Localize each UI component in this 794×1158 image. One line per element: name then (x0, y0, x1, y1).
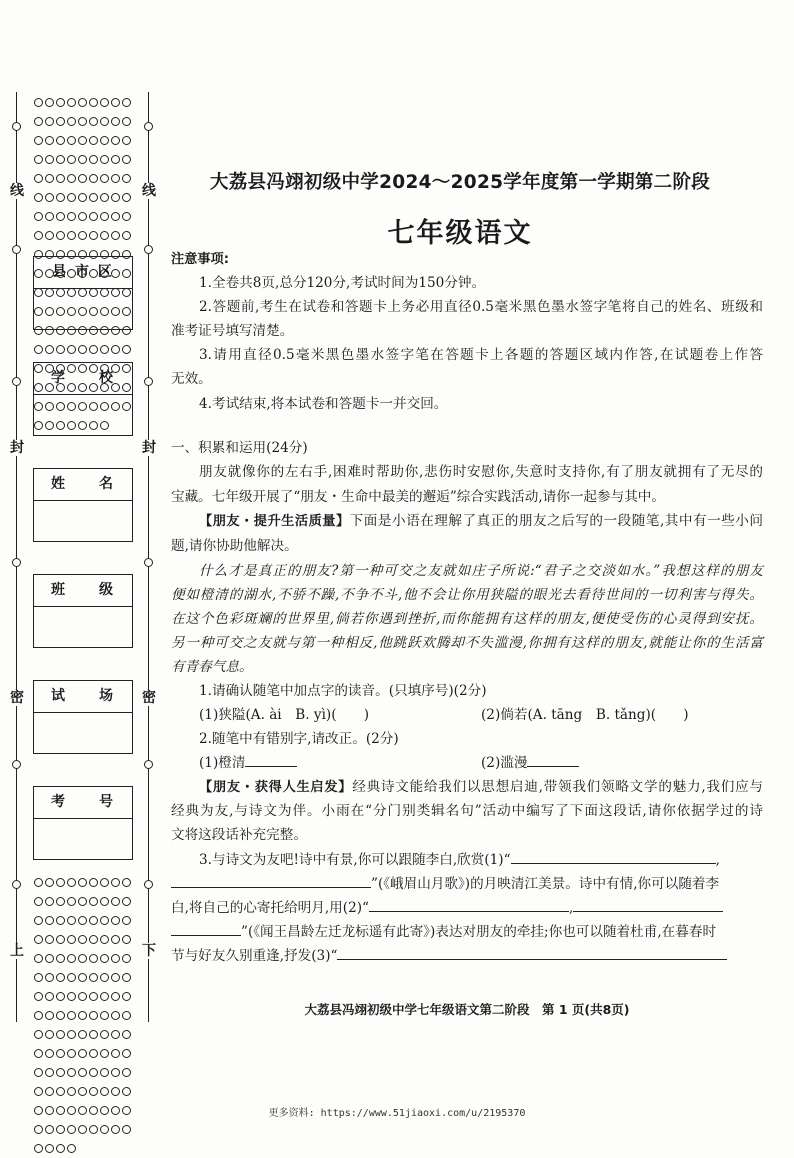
seal-dot (67, 1087, 76, 1096)
name-field[interactable] (33, 468, 133, 542)
seal-dot (34, 897, 43, 906)
seal-dot (45, 212, 54, 221)
part2-line-3: 文将这段话补充完整。 (171, 827, 307, 843)
binding-hole (144, 880, 153, 889)
seal-dot (111, 231, 120, 240)
seal-dot (78, 231, 87, 240)
binding-hole (144, 558, 153, 567)
seal-dot (34, 1087, 43, 1096)
seal-dot (111, 1125, 120, 1134)
seal-dot (122, 212, 131, 221)
seal-dot (78, 174, 87, 183)
seal-dot (34, 878, 43, 887)
seal-dot (100, 878, 109, 887)
seal-dot (45, 992, 54, 1001)
seal-dot (56, 954, 65, 963)
seal-dot (78, 878, 87, 887)
binding-hole (12, 377, 21, 386)
seal-dot (100, 897, 109, 906)
binding-hole (12, 245, 21, 254)
answer-blank[interactable] (337, 945, 727, 960)
essay-line: 便如橙清的湖水,不骄不躁,不争不斗,他不会让你用狭隘的眼光去看待世间的一切利害与得失。 (171, 587, 763, 603)
class-label: 班 级 (34, 575, 132, 607)
seal-dot (67, 878, 76, 887)
intro-line: 朋友就像你的左右手,困难时帮助你,悲伤时安慰你,失意时支持你,有了朋友就拥有了无尽的 (199, 464, 763, 480)
seal-dot (34, 916, 43, 925)
seal-dot (89, 1125, 98, 1134)
seal-dot (45, 117, 54, 126)
seal-dot (111, 345, 120, 354)
seal-dot (34, 935, 43, 944)
seal-dot (67, 1144, 76, 1153)
binding-strip (0, 0, 165, 1123)
seal-dot (67, 231, 76, 240)
seal-dot (100, 117, 109, 126)
seal-dot (56, 1068, 65, 1077)
seal-dot (89, 1068, 98, 1077)
seal-dot (122, 973, 131, 982)
seal-dot (56, 1030, 65, 1039)
note-item-cont: 无效。 (171, 371, 212, 387)
county-label: 县 市 区 (34, 257, 132, 289)
exam-room-label: 试 场 (34, 681, 132, 713)
note-item-cont: 准考证号填写清楚。 (171, 323, 294, 339)
line-mark-left-4: 上 (10, 943, 24, 959)
seal-dot (89, 954, 98, 963)
binding-hole (12, 122, 21, 131)
seal-dot (67, 1125, 76, 1134)
answer-blank[interactable] (245, 752, 297, 767)
seal-dot (122, 897, 131, 906)
question-3-text: ”(《峨眉山月歌》)的月映清江美景。诗中有情,你可以随着李 (371, 876, 720, 892)
seal-dot (34, 98, 43, 107)
seal-dot (34, 1144, 43, 1153)
seal-dot (67, 935, 76, 944)
seal-dot (67, 992, 76, 1001)
line-mark-right-3: 密 (142, 690, 156, 706)
seal-dot (111, 98, 120, 107)
part2-text: 经典诗文能给我们以思想启迪,带领我们领略文学的魅力,我们应与 (352, 779, 764, 795)
seal-dot (45, 1011, 54, 1020)
seal-dot (100, 136, 109, 145)
answer-blank[interactable] (511, 849, 716, 864)
binding-hole (144, 245, 153, 254)
seal-dot (45, 98, 54, 107)
essay-line: 有青春气息。 (171, 659, 253, 675)
seal-dot (111, 193, 120, 202)
answer-blank[interactable] (171, 873, 371, 888)
seal-dot (122, 1087, 131, 1096)
seal-dot (45, 1030, 54, 1039)
seal-dot (67, 193, 76, 202)
seal-dot (34, 954, 43, 963)
seal-dot (89, 973, 98, 982)
seal-dot (111, 897, 120, 906)
question-2-item-1 (171, 752, 471, 776)
exam-number-label: 考 号 (34, 787, 132, 819)
seal-dot (56, 1144, 65, 1153)
seal-dot (89, 117, 98, 126)
question-1-option-a[interactable]: (1)狭隘(A. ài B. yì)( ) (199, 707, 370, 723)
seal-dot (100, 1011, 109, 1020)
seal-dot (56, 136, 65, 145)
question-3-line-4 (171, 921, 763, 945)
question-2-word-1: (1)橙清 (199, 755, 246, 771)
line-mark-left-1: 线 (10, 183, 24, 199)
binding-hole (12, 558, 21, 567)
seal-dot (45, 916, 54, 925)
seal-dot (56, 174, 65, 183)
seal-dot (78, 117, 87, 126)
question-2-word-2: (2)滥漫 (481, 755, 528, 771)
note-item: 1.全卷共8页,总分120分,考试时间为150分钟。 (199, 275, 486, 291)
question-3-line-3: 白,将自己的心寄托给明月,用(2)“ , (171, 897, 763, 921)
seal-dot (100, 193, 109, 202)
seal-dot (34, 1125, 43, 1134)
seal-dot (78, 992, 87, 1001)
seal-dot (122, 1049, 131, 1058)
seal-dot (34, 973, 43, 982)
seal-dot (111, 954, 120, 963)
seal-dot (45, 155, 54, 164)
seal-dot (100, 98, 109, 107)
seal-dot (34, 1030, 43, 1039)
seal-dot (111, 992, 120, 1001)
seal-dot (45, 897, 54, 906)
seal-dot (34, 1068, 43, 1077)
seal-dot (45, 1068, 54, 1077)
seal-dot (56, 1087, 65, 1096)
seal-dot (111, 174, 120, 183)
part1-line-2: 题,请你协助他解决。 (171, 538, 298, 554)
seal-dot (67, 117, 76, 126)
county-input-area[interactable] (34, 289, 132, 329)
note-item: 2.答题前,考生在试卷和答题卡上务必用直径0.5毫米黑色墨水签字笔将自己的姓名、班级和 (199, 299, 763, 315)
seal-dot (34, 992, 43, 1001)
seal-dot (111, 136, 120, 145)
seal-dot (89, 174, 98, 183)
seal-dot (122, 878, 131, 887)
seal-dot (78, 193, 87, 202)
seal-dot (100, 916, 109, 925)
note-item: 3.请用直径0.5毫米黑色墨水签字笔在答题卡上各题的答题区域内作答,在试题卷上作答 (199, 347, 763, 363)
seal-dot (45, 136, 54, 145)
question-3-text: 节与好友久别重逢,抒发(3)“ (171, 948, 338, 964)
exam-room-input-area[interactable] (34, 713, 132, 753)
answer-blank[interactable] (573, 897, 723, 912)
seal-dot (111, 1030, 120, 1039)
seal-dot (89, 1030, 98, 1039)
school-input-area[interactable] (34, 395, 132, 435)
seal-dot (122, 174, 131, 183)
question-2-item-2 (481, 752, 761, 776)
seal-dot (78, 916, 87, 925)
seal-dot (78, 345, 87, 354)
seal-dot (56, 98, 65, 107)
seal-dot (122, 231, 131, 240)
seal-dot (34, 117, 43, 126)
seal-dot (56, 212, 65, 221)
seal-dot (100, 345, 109, 354)
seal-dot (122, 98, 131, 107)
exam-number-input-area[interactable] (34, 819, 132, 859)
binding-hole (144, 377, 153, 386)
seal-dot (56, 231, 65, 240)
seal-dot (67, 1068, 76, 1077)
seal-dot (122, 954, 131, 963)
seal-dot (111, 973, 120, 982)
seal-dot (89, 935, 98, 944)
seal-dot (45, 935, 54, 944)
seal-dot (89, 345, 98, 354)
seal-dot (67, 897, 76, 906)
seal-dot (34, 193, 43, 202)
answer-blank[interactable] (369, 897, 569, 912)
seal-dot (56, 1125, 65, 1134)
seal-dot (122, 916, 131, 925)
source-credit: 更多资料: https://www.51jiaoxi.com/u/2195370 (268, 1108, 526, 1119)
seal-dot (34, 345, 43, 354)
seal-dot (122, 117, 131, 126)
binding-hole (144, 760, 153, 769)
seal-dot (45, 1125, 54, 1134)
seal-dot (89, 1087, 98, 1096)
seal-dot (89, 992, 98, 1001)
seal-dot (45, 1144, 54, 1153)
seal-dot (67, 1049, 76, 1058)
seal-dot (111, 1068, 120, 1077)
seal-dot (67, 916, 76, 925)
seal-dot (122, 193, 131, 202)
line-mark-right-4: 下 (142, 943, 156, 959)
seal-dot (89, 136, 98, 145)
exam-room-field[interactable] (33, 680, 133, 754)
seal-dot (78, 954, 87, 963)
seal-dot (45, 231, 54, 240)
seal-dot (89, 916, 98, 925)
seal-dot (56, 155, 65, 164)
school-title: 大荔县冯翊初级中学2024～2025学年度第一学期第二阶段 (209, 172, 711, 193)
seal-dot (89, 193, 98, 202)
binding-hole (144, 122, 153, 131)
seal-dot (89, 1049, 98, 1058)
seal-dot (34, 155, 43, 164)
seal-dot (100, 992, 109, 1001)
seal-dot (100, 212, 109, 221)
seal-dot (34, 1049, 43, 1058)
seal-dot (89, 98, 98, 107)
seal-dot (100, 231, 109, 240)
part2-label: 【朋友・获得人生启发】 (199, 780, 353, 795)
essay-line: 在这个色彩斑斓的世界里,倘若你遇到挫折,而你能拥有这样的朋友,便使受伤的心灵得到安抚。 (171, 611, 763, 627)
seal-dot (45, 1049, 54, 1058)
seal-dot (111, 878, 120, 887)
seal-dot (56, 1049, 65, 1058)
seal-dot (78, 155, 87, 164)
seal-dot (56, 345, 65, 354)
question-3-line-1: 3.与诗文为友吧!诗中有景,你可以跟随李白,欣赏(1)“ , (171, 849, 763, 873)
seal-dot (111, 117, 120, 126)
seal-dot (111, 155, 120, 164)
seal-dot (100, 935, 109, 944)
question-3-line-2 (171, 873, 763, 897)
seal-dot (56, 193, 65, 202)
intro-line: 宝藏。七年级开展了“朋友・生命中最美的邂逅”综合实践活动,请你一起参与其中。 (171, 489, 665, 505)
seal-dot (56, 897, 65, 906)
seal-dot (67, 1011, 76, 1020)
class-input-area[interactable] (34, 607, 132, 647)
seal-dot (67, 174, 76, 183)
seal-dot (56, 992, 65, 1001)
seal-dot (67, 98, 76, 107)
seal-dot (67, 973, 76, 982)
seal-dot (89, 155, 98, 164)
seal-dot (34, 1011, 43, 1020)
line-mark-left-2: 封 (10, 440, 24, 456)
seal-dot (89, 897, 98, 906)
seal-dot (56, 973, 65, 982)
seal-dot (45, 193, 54, 202)
seal-dot (122, 155, 131, 164)
seal-dot (122, 992, 131, 1001)
question-1: 1.请确认随笔中加点字的读音。(只填序号)(2分) (199, 683, 487, 699)
part2-line (171, 776, 763, 800)
seal-dot (34, 231, 43, 240)
question-2: 2.随笔中有错别字,请改正。(2分) (199, 731, 399, 747)
county-field[interactable] (33, 256, 133, 330)
seal-dot (78, 1125, 87, 1134)
essay-line: 什么才是真正的朋友?第一种可交之友就如庄子所说:“君子之交淡如水。”我想这样的朋友 (199, 563, 763, 579)
line-mark-left-3: 密 (10, 690, 24, 706)
seal-dot (100, 174, 109, 183)
seal-dot (122, 1125, 131, 1134)
seal-dot (78, 1087, 87, 1096)
part2-line-2: 经典为友,与诗文为伴。小雨在“分门别类辑名句”活动中编写了下面这段话,请你依据学过的诗 (171, 803, 763, 819)
binding-hole (12, 880, 21, 889)
seal-dot (78, 1030, 87, 1039)
seal-dot (100, 155, 109, 164)
seal-dot (78, 1049, 87, 1058)
seal-dot (100, 1068, 109, 1077)
subject-title: 七年级语文 (387, 218, 533, 249)
seal-dot (45, 174, 54, 183)
question-3-text: ”(《闻王昌龄左迁龙标遥有此寄》)表达对朋友的牵挂;你也可以随着杜甫,在暮春时 (241, 924, 717, 940)
seal-dot (45, 1087, 54, 1096)
seal-dot (78, 935, 87, 944)
name-label: 姓 名 (34, 469, 132, 501)
section-heading: 一、积累和运用(24分) (171, 440, 308, 456)
seal-dot (122, 935, 131, 944)
part1-line (171, 510, 763, 534)
question-1-option-b[interactable]: (2)倘若(A. tāng B. tǎng)( ) (481, 707, 689, 723)
seal-dot (122, 136, 131, 145)
name-input-area[interactable] (34, 501, 132, 541)
seal-dot (78, 136, 87, 145)
question-3-line-5 (171, 945, 763, 969)
answer-blank[interactable] (527, 752, 579, 767)
page-footer: 大荔县冯翊初级中学七年级语文第二阶段 第 1 页(共8页) (304, 1002, 630, 1017)
seal-dot (111, 916, 120, 925)
question-3-text: 3.与诗文为友吧!诗中有景,你可以跟随李白,欣赏(1)“ (199, 852, 511, 868)
seal-dot (89, 212, 98, 221)
seal-dot (100, 973, 109, 982)
seal-dot (100, 1030, 109, 1039)
seal-dot (111, 935, 120, 944)
seal-dot (78, 897, 87, 906)
seal-dot (56, 916, 65, 925)
seal-dot (34, 174, 43, 183)
notes-heading: 注意事项: (171, 252, 230, 267)
class-field[interactable] (33, 574, 133, 648)
note-item: 4.考试结束,将本试卷和答题卡一并交回。 (199, 396, 448, 412)
seal-dot (45, 878, 54, 887)
seal-dot (67, 212, 76, 221)
seal-dot (100, 954, 109, 963)
seal-dot (78, 1068, 87, 1077)
school-field[interactable] (33, 362, 133, 436)
question-3-text: 白,将自己的心寄托给明月,用(2)“ (171, 900, 369, 916)
exam-number-field[interactable] (33, 786, 133, 860)
seal-dot (56, 1011, 65, 1020)
seal-dot (111, 1011, 120, 1020)
seal-dot (34, 212, 43, 221)
part1-label: 【朋友・提升生活质量】 (199, 514, 350, 529)
seal-dot (56, 878, 65, 887)
seal-dot (67, 954, 76, 963)
seal-dot (45, 973, 54, 982)
seal-dot (89, 231, 98, 240)
seal-dot (45, 954, 54, 963)
seal-dot (34, 136, 43, 145)
part1-text: 下面是小语在理解了真正的朋友之后写的一段随笔,其中有一些小问 (349, 513, 763, 529)
seal-dot (56, 117, 65, 126)
line-mark-right-2: 封 (142, 440, 156, 456)
seal-dot (100, 1087, 109, 1096)
seal-dot (78, 98, 87, 107)
seal-dot (89, 878, 98, 887)
seal-dot (122, 1030, 131, 1039)
seal-dot (122, 1068, 131, 1077)
seal-dot (111, 1087, 120, 1096)
seal-dot (56, 935, 65, 944)
seal-dot (67, 136, 76, 145)
seal-dot (100, 1125, 109, 1134)
school-label: 学 校 (34, 363, 132, 395)
seal-dot (122, 345, 131, 354)
answer-blank[interactable] (171, 921, 241, 936)
seal-dot (78, 1011, 87, 1020)
seal-dot (89, 1011, 98, 1020)
seal-dot (67, 1030, 76, 1039)
seal-dot (78, 973, 87, 982)
essay-line: 另一种可交之友就与第一种相反,他跳跃欢腾却不失滥漫,你拥有这样的朋友,就能让你的生活富 (171, 635, 763, 651)
binding-hole (12, 760, 21, 769)
seal-dot (45, 345, 54, 354)
seal-dot (111, 1049, 120, 1058)
seal-dot (67, 345, 76, 354)
seal-dot (78, 212, 87, 221)
seal-dot (67, 155, 76, 164)
seal-dot (122, 1011, 131, 1020)
seal-dot (111, 212, 120, 221)
seal-dot (100, 1049, 109, 1058)
line-mark-right-1: 线 (142, 183, 156, 199)
